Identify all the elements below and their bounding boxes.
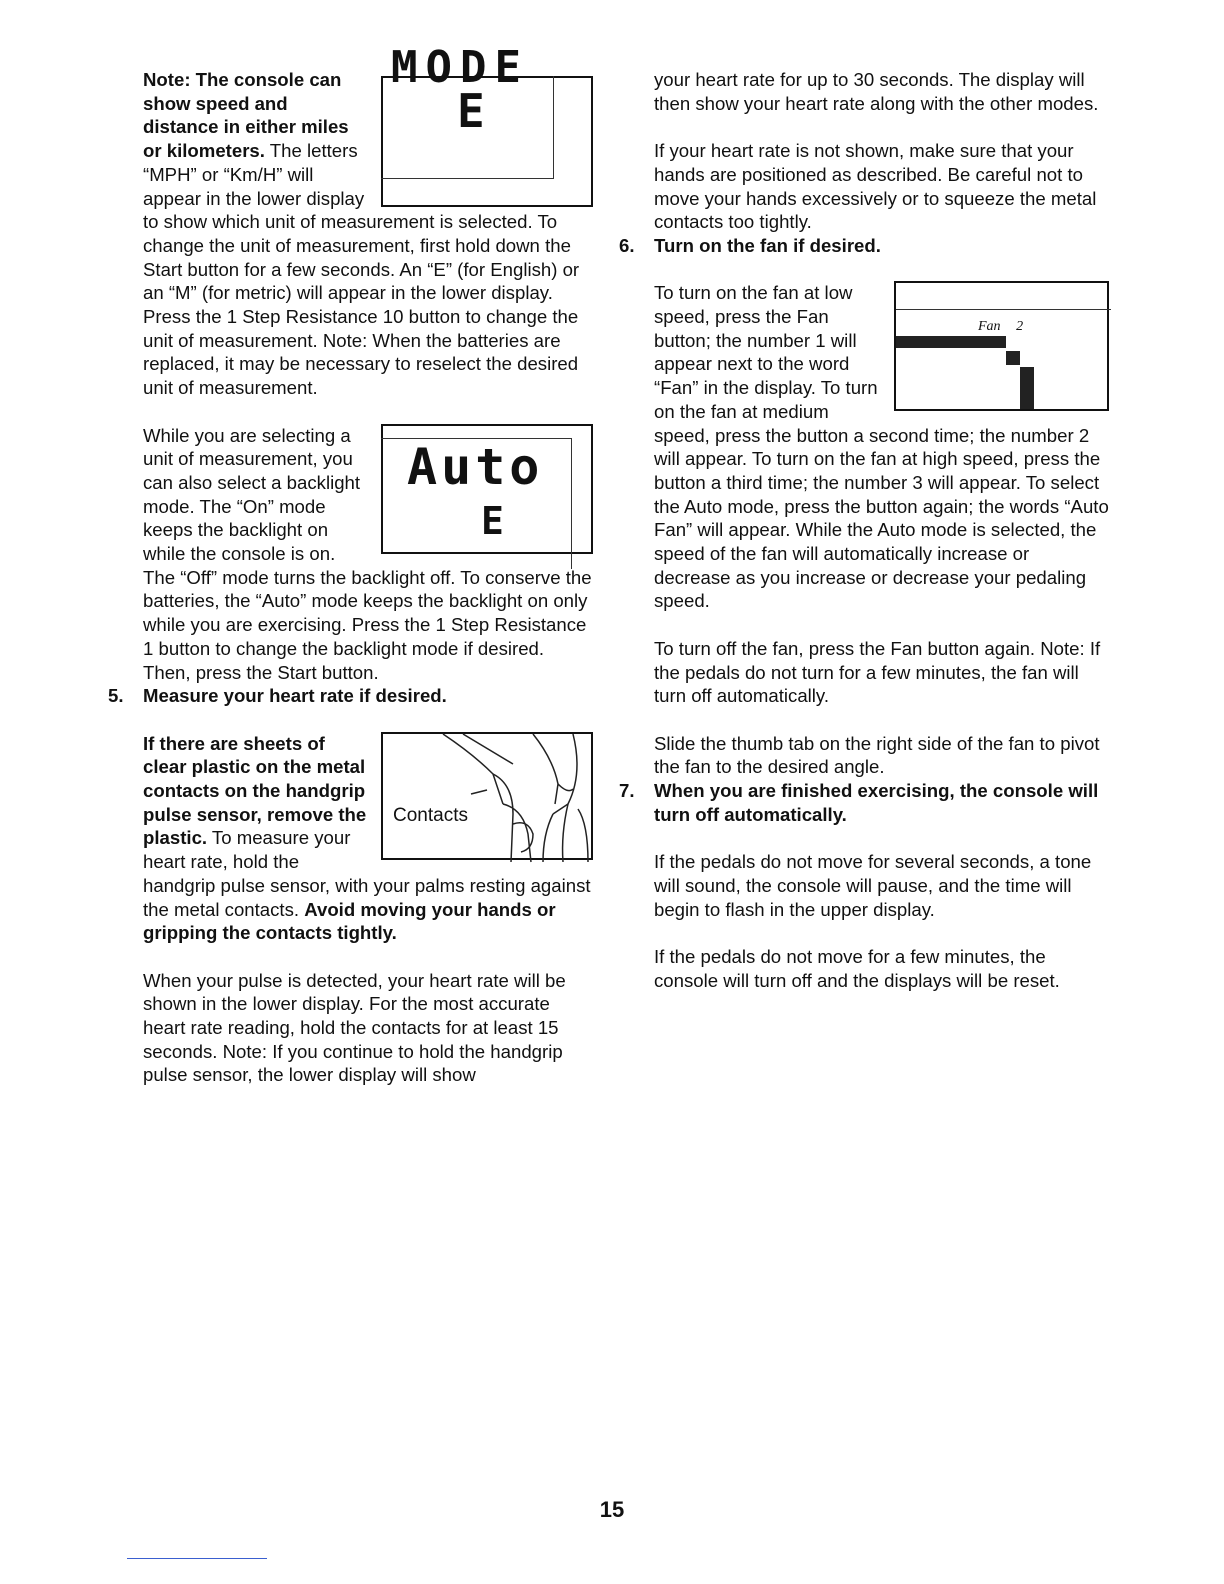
- handgrip-contacts-figure: [381, 732, 593, 860]
- pulse-detected-paragraph: When your pulse is detected, your heart rate will be shown in the lower display. For the most accurate heart rate reading, hold the contacts for at least 15 seconds. Note: If you continue to hold the handgrip pulse sensor, the lower display will show: [143, 969, 566, 1086]
- unit-display-inner-frame: [381, 76, 554, 179]
- note-units-bold: Note: The console can show speed and distance in either miles or kilometers.: [143, 69, 349, 162]
- auto-off-paragraph: If the pedals do not move for a few minutes, the console will turn off and the displays will be reset.: [654, 945, 1060, 991]
- note-units-text: The letters “MPH” or “Km/H” will appear in the lower display to show which unit of measurement is selected. To change the unit of measurement, first hold down the Start button for a few seconds. An “E” (for English) or an “M” (for metric) will appear in the lower display. Press the 1 Step Resistance 10 button to change the unit of measurement. Note: When the batteries are replaced, it may be necessary to reselect the desired unit of measurement.: [143, 140, 580, 399]
- fan-display-figure: [894, 281, 1109, 411]
- backlight-display-letter: E: [481, 498, 504, 543]
- left-column: [108, 42, 593, 1087]
- footer-rule: [127, 1558, 267, 1559]
- unit-display-letter: E: [457, 84, 485, 138]
- fan-level: 2: [1016, 319, 1024, 335]
- heart-rate-text: To measure your heart rate, hold the handgrip pulse sensor, with your palms resting against the metal contacts.: [143, 827, 591, 920]
- step-5-number: 5.: [108, 685, 124, 707]
- fan-speed-bar-3: [1020, 367, 1034, 409]
- right-column: [619, 68, 1109, 992]
- backlight-paragraph: While you are selecting a unit of measurement, you can also select a backlight mode. The “On” mode keeps the backlight on while the console is on. The “Off” mode turns the backlight off. To conserve the batteries, the “Auto” mode keeps the backlight on only while you are exercising. Press the 1 Step Resistance 1 button to change the backlight mode if desired. Then, press the Start button.: [143, 424, 592, 683]
- step-6-number: 6.: [619, 234, 635, 256]
- step-7-title: When you are finished exercising, the console will turn off automatically.: [654, 780, 1099, 825]
- step-7-number: 7.: [619, 780, 635, 802]
- fan-speed-bar-1: [896, 336, 1006, 348]
- page-number: 15: [599, 1497, 625, 1522]
- fan-label: Fan: [978, 319, 1001, 335]
- fan-off-paragraph: To turn off the fan, press the Fan button again. Note: If the pedals do not turn for a few minutes, the fan will turn off automatically.: [654, 637, 1101, 707]
- handgrip-drawing: [383, 734, 595, 862]
- step-7-heading: [619, 779, 1109, 826]
- fan-angle-paragraph: Slide the thumb tab on the right side of the fan to pivot the fan to the desired angle.: [654, 732, 1100, 778]
- unit-display-figure: [381, 42, 593, 207]
- heart-rate-bold-intro: If there are sheets of clear plastic on the metal contacts on the handgrip pulse sensor, remove the plastic.: [143, 732, 367, 849]
- heart-rate-bold-warning: Avoid moving your hands or gripping the contacts tightly.: [143, 898, 556, 944]
- backlight-display-text: Auto: [407, 437, 544, 496]
- step-5-heading: [108, 684, 593, 708]
- pause-paragraph: If the pedals do not move for several seconds, a tone will sound, the console will pause, and the time will begin to flash in the upper display.: [654, 851, 1092, 920]
- step-6-heading: [619, 234, 1109, 258]
- backlight-display-figure: [381, 424, 593, 554]
- fan-speed-bar-2: [1006, 351, 1020, 365]
- step-5-title: Measure your heart rate if desired.: [143, 685, 447, 707]
- unit-display-top-text: MODE: [391, 42, 529, 93]
- step-6-title: Turn on the fan if desired.: [654, 234, 881, 256]
- heart-rate-troubleshoot-paragraph: If your heart rate is not shown, make sure that your hands are positioned as described. Be careful not to move your hands excessively or to squeeze the metal contacts too tightly.: [654, 140, 1097, 233]
- fan-display-divider: [896, 309, 1111, 310]
- heart-rate-continued-paragraph: your heart rate for up to 30 seconds. The display will then show your heart rate along with the other modes.: [654, 69, 1099, 114]
- contacts-label: Contacts: [393, 804, 468, 826]
- fan-instructions-paragraph: To turn on the fan at low speed, press the Fan button; the number 1 will appear next to the word “Fan” in the display. To turn on the fan at medium speed, press the button a second time; the number 2 will appear. To turn on the fan at high speed, press the button a third time; the number 3 will appear. To select the Auto mode, press the button again; the words “Auto Fan” will appear. While the Auto mode is selected, the speed of the fan will automatically increase or decrease as you increase or decrease your pedaling speed.: [654, 282, 1109, 612]
